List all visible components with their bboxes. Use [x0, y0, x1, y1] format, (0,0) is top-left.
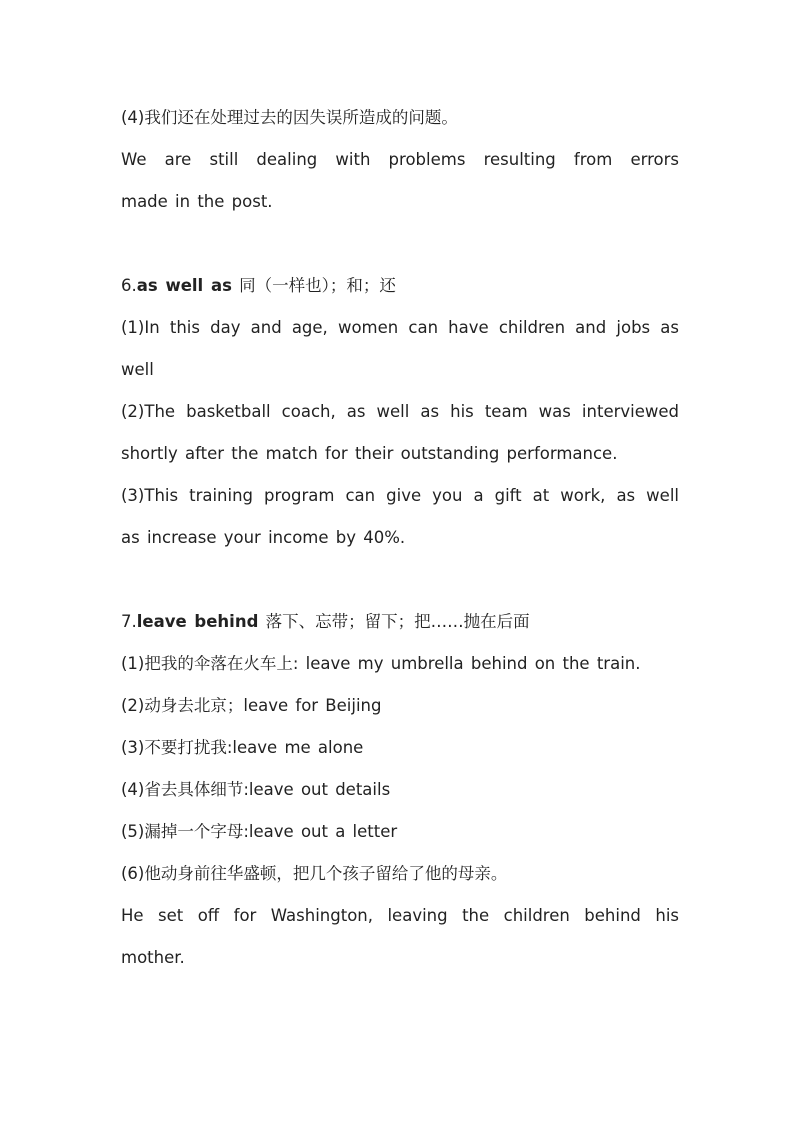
section7-example6-english-line2: mother.: [121, 948, 185, 967]
section7-example3: (3)不要打扰我:leave me alone: [121, 738, 364, 757]
section6-number: 6.: [121, 276, 137, 295]
section7-meaning: 落下、忘带；留下；把……抛在后面: [258, 612, 530, 631]
item4-english-line2: made in the post.: [121, 192, 273, 211]
section6-example3-line1: (3)This training program can give you a gift at work, as well: [121, 486, 679, 505]
section6-example3-line2: as increase your income by 40%.: [121, 528, 406, 547]
section6-phrase: as well as: [136, 276, 232, 295]
paragraph-gap: [121, 223, 679, 265]
section6-example2-line1: (2)The basketball coach, as well as his team was interviewed: [121, 402, 679, 421]
section6-example1-line2: well: [121, 360, 154, 379]
section7-heading: [121, 601, 679, 643]
section7-example1: (1)把我的伞落在火车上: leave my umbrella behind on the train.: [121, 654, 641, 673]
section7-example6-english-line1: He set off for Washington, leaving the children behind his: [121, 906, 679, 925]
section6-heading: [121, 265, 679, 307]
section6-example1-line1: (1)In this day and age, women can have children and jobs as: [121, 318, 679, 337]
section7-example4: (4)省去具体细节:leave out details: [121, 780, 391, 799]
section6-example2-line2: shortly after the match for their outstanding performance.: [121, 444, 618, 463]
section7-example5: (5)漏掉一个字母:leave out a letter: [121, 822, 398, 841]
document-page: [121, 97, 679, 979]
section7-example6-chinese: (6)他动身前往华盛顿，把几个孩子留给了他的母亲。: [121, 864, 508, 883]
section7-number: 7.: [121, 612, 137, 631]
item4-english-line1: We are still dealing with problems resulting from errors: [121, 150, 679, 169]
paragraph-gap: [121, 559, 679, 601]
section7-phrase: leave behind: [136, 612, 259, 631]
section7-example2: (2)动身去北京；leave for Beijing: [121, 696, 382, 715]
section6-meaning: 同（一样也）；和；还: [231, 276, 396, 295]
item4-chinese: (4)我们还在处理过去的因失误所造成的问题。: [121, 108, 458, 127]
